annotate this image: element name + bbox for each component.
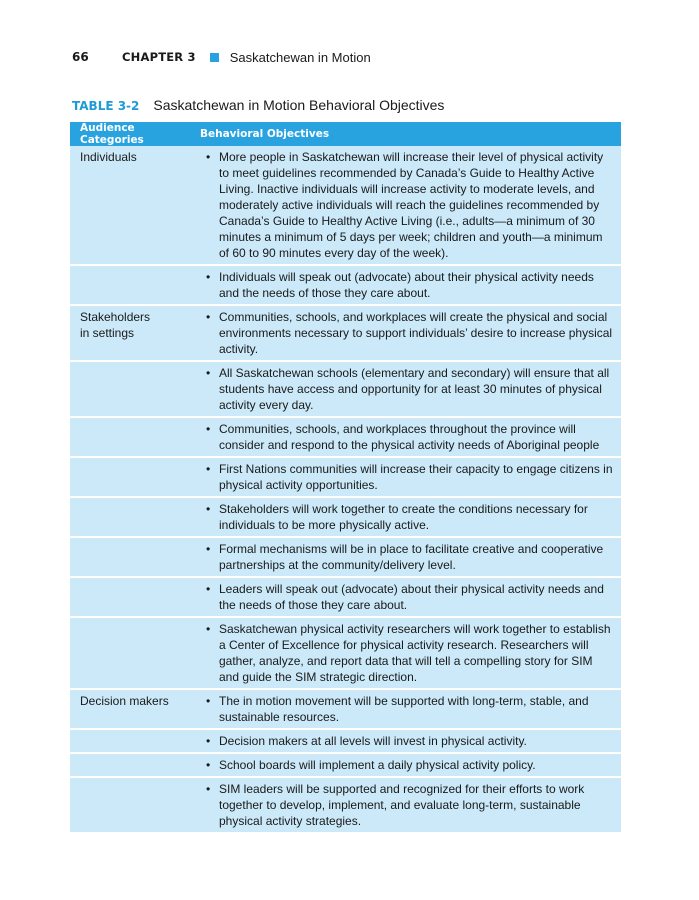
table-row [70, 578, 621, 618]
objective-text: SIM leaders will be supported and recognized for their efforts to work together to develop, implement, and evaluate long-term, sustainable physical activity strategies. [219, 782, 585, 828]
objective-cell [200, 306, 621, 360]
table-header-row [70, 122, 621, 146]
table-row [70, 538, 621, 578]
table-row [70, 690, 621, 730]
objective-cell [200, 690, 621, 728]
objective-cell [200, 458, 621, 496]
table-row [70, 618, 621, 690]
running-head [72, 48, 371, 66]
audience-category-cell [70, 418, 200, 456]
table-row [70, 418, 621, 458]
audience-category-cell [70, 778, 200, 832]
table-row [70, 754, 621, 778]
table-row [70, 730, 621, 754]
table-row [70, 458, 621, 498]
table-body [70, 146, 621, 834]
audience-category-cell [70, 362, 200, 416]
bullet-icon: • [206, 758, 211, 772]
table-row [70, 498, 621, 538]
table-row [70, 146, 621, 266]
bullet-icon: • [206, 422, 211, 436]
objective-cell [200, 538, 621, 576]
objective-cell [200, 754, 621, 776]
audience-category-cell [70, 458, 200, 496]
objective-text: Leaders will speak out (advocate) about their physical activity needs and the needs of those they care about. [219, 582, 604, 612]
objective-cell [200, 730, 621, 752]
bullet-icon: • [206, 734, 211, 748]
objective-text: Saskatchewan physical activity researchers will work together to establish a Center of Excellence for physical activity research. Researchers will gather, analyze, and report data that will tell a compelling story for SIM and guide the SIM strategic direction. [219, 622, 611, 684]
objective-cell [200, 418, 621, 456]
objective-text: Formal mechanisms will be in place to facilitate creative and cooperative partnerships at the community/delivery level. [219, 542, 604, 572]
column-header-audience: Audience Categories [80, 122, 144, 146]
objective-text: The in motion movement will be supported with long-term, stable, and sustainable resources. [219, 694, 589, 724]
audience-category-cell [70, 730, 200, 752]
objective-text: More people in Saskatchewan will increase their level of physical activity to meet guidelines recommended by Canada’s Guide to Healthy Active Living. Inactive individuals will increase activity to moderate levels, and moderately active individuals will reach the guidelines recommended by Canada’s Guide to Healthy Active Living (i.e., adults—a minimum of 30 minutes a minimum of 5 days per week; children and youth—a minimum of 60 to 90 minutes every day of the week). [219, 150, 604, 260]
square-bullet-icon [210, 53, 219, 62]
objective-text: Communities, schools, and workplaces will create the physical and social environments necessary to support individuals’ desire to increase physical activity. [219, 310, 613, 356]
objective-text: School boards will implement a daily physical activity policy. [219, 758, 536, 772]
column-header-objectives: Behavioral Objectives [200, 128, 330, 140]
bullet-icon: • [206, 150, 211, 164]
page-number: 66 [72, 50, 89, 64]
bullet-icon: • [206, 694, 211, 708]
objective-text: Stakeholders will work together to create the conditions necessary for individuals to be more physically active. [219, 502, 588, 532]
objective-cell [200, 778, 621, 832]
table-row [70, 266, 621, 306]
bullet-icon: • [206, 366, 211, 380]
objective-text: Decision makers at all levels will invest in physical activity. [219, 734, 527, 748]
objective-cell [200, 266, 621, 304]
audience-category-cell [70, 618, 200, 688]
table-row [70, 778, 621, 834]
audience-category-cell [70, 266, 200, 304]
bullet-icon: • [206, 542, 211, 556]
audience-category-cell [70, 578, 200, 616]
audience-category-cell [70, 498, 200, 536]
objective-cell [200, 618, 621, 688]
objective-cell [200, 146, 621, 264]
bullet-icon: • [206, 502, 211, 516]
objective-text: All Saskatchewan schools (elementary and secondary) will ensure that all students have access and opportunity for at least 30 minutes of physical activity every day. [219, 366, 610, 412]
bullet-icon: • [206, 310, 211, 324]
objective-cell [200, 578, 621, 616]
table-title [72, 97, 444, 113]
bullet-icon: • [206, 622, 211, 636]
objectives-table [70, 122, 621, 834]
objective-cell [200, 498, 621, 536]
table-caption: Saskatchewan in Motion Behavioral Objectives [153, 97, 445, 113]
objective-text: Communities, schools, and workplaces throughout the province will consider and respond to the physical activity needs of Aboriginal people [219, 422, 600, 452]
objective-text: First Nations communities will increase their capacity to engage citizens in physical activity opportunities. [219, 462, 613, 492]
bullet-icon: • [206, 582, 211, 596]
audience-category-cell [70, 754, 200, 776]
audience-category-cell: Stakeholders in settings [80, 310, 151, 340]
table-row [70, 362, 621, 418]
audience-category-cell [70, 538, 200, 576]
section-title: Saskatchewan in Motion [229, 49, 371, 65]
bullet-icon: • [206, 462, 211, 476]
bullet-icon: • [206, 782, 211, 796]
table-label: TABLE 3-2 [72, 99, 140, 113]
audience-category-cell: Individuals [80, 150, 137, 164]
objective-cell [200, 362, 621, 416]
bullet-icon: • [206, 270, 211, 284]
audience-category-cell: Decision makers [80, 694, 169, 708]
table-row [70, 306, 621, 362]
objective-text: Individuals will speak out (advocate) about their physical activity needs and the needs of those they care about. [219, 270, 594, 300]
chapter-label: CHAPTER 3 [122, 50, 196, 64]
